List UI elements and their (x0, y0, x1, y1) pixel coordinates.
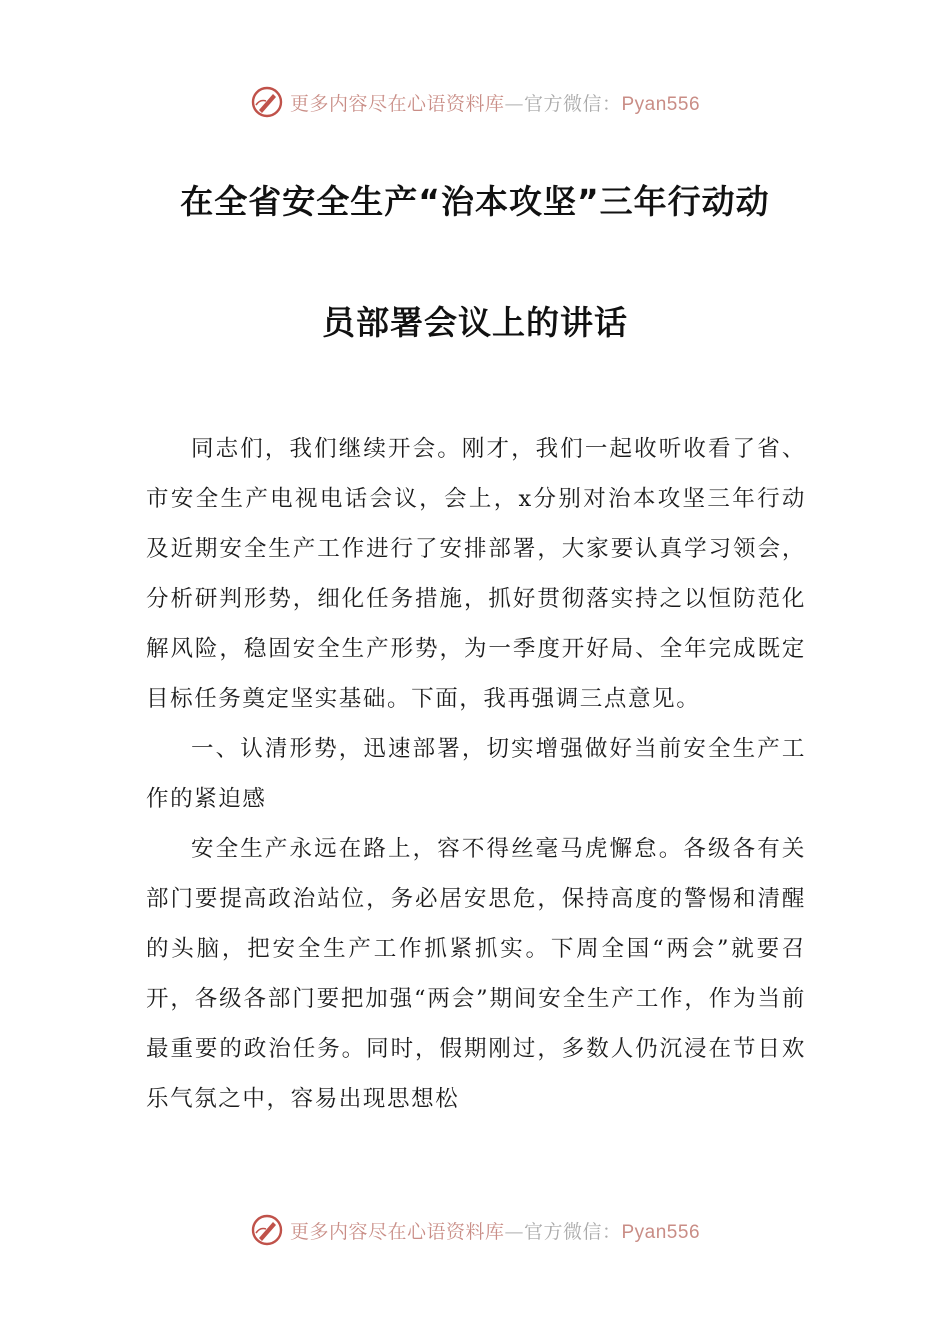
watermark-wechat: 官方微信： (523, 92, 622, 115)
watermark-banner-top (0, 82, 950, 122)
watermark-main: 更多内容尽在心语资料库 (289, 1220, 505, 1243)
watermark-banner-bottom (0, 1210, 950, 1250)
pen-circle-icon (250, 85, 284, 119)
watermark-id: Pyan556 (621, 1221, 701, 1243)
watermark-wechat: 官方微信： (523, 1220, 622, 1243)
document-body (146, 424, 806, 1124)
document-title-line-2: 员部署会议上的讲话 (322, 303, 628, 342)
watermark-dash: — (504, 92, 524, 115)
watermark-id: Pyan556 (621, 93, 701, 115)
paragraph-section-1: 安全生产永远在路上，容不得丝毫马虎懈怠。各级各有关部门要提高政治站位，务必居安思危，保持高度的警惕和清醒的头脑，把安全生产工作抓紧抓实。下周全国“两会”就要召开，各级各部门要把加强“两会”期间安全生产工作，作为当前最重要的政治任务。同时，假期刚过，多数人仍沉浸在节日欢乐气氛之中，容易出现思想松 (146, 836, 806, 1112)
document-title-line-1: 在全省安全生产“治本攻坚”三年行动动 (180, 182, 770, 221)
watermark-dash: — (504, 1220, 524, 1243)
paragraph-heading-1: 一、认清形势，迅速部署，切实增强做好当前安全生产工作的紧迫感 (146, 736, 806, 812)
pen-circle-icon (250, 1213, 284, 1247)
paragraph-opening: 同志们，我们继续开会。刚才，我们一起收听收看了省、市安全生产电视电话会议，会上，x分别对治本攻坚三年行动及近期安全生产工作进行了安排部署，大家要认真学习领会，分析研判形势，细化任务措施，抓好贯彻落实持之以恒防范化解风险，稳固安全生产形势，为一季度开好局、全年完成既定目标任务奠定坚实基础。下面，我再强调三点意见。 (146, 436, 806, 712)
watermark-text (290, 89, 700, 116)
watermark-text (290, 1217, 700, 1244)
watermark-main: 更多内容尽在心语资料库 (289, 92, 505, 115)
